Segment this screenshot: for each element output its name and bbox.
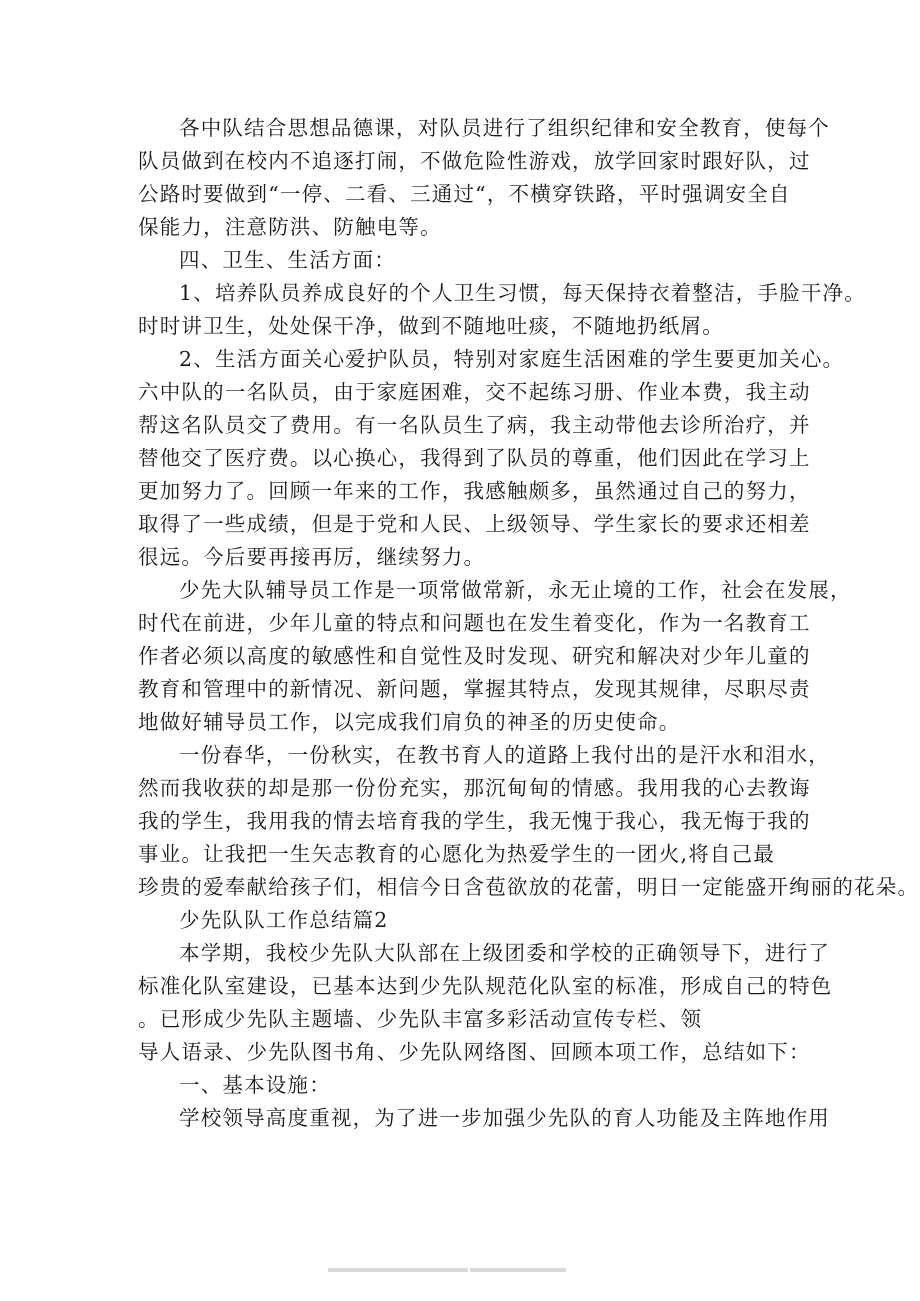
text-line: 珍贵的爱奉献给孩子们，相信今日含苞欲放的花蕾，明日一定能盛开绚丽的花朵。 bbox=[138, 875, 920, 899]
paragraph-summary-continued: 导人语录、少先队图书角、少先队网络图、回顾本项工作，总结如下： bbox=[138, 1040, 811, 1064]
text-line: 1、培养队员养成良好的个人卫生习惯，每天保持衣着整洁，手脸干净。 bbox=[179, 281, 866, 305]
section-heading-hygiene: 四、卫生、生活方面： bbox=[179, 248, 396, 272]
text-line: 很远。今后要再接再厉，继续努力。 bbox=[138, 545, 486, 569]
text-line: 保能力，注意防洪、防触电等。 bbox=[138, 215, 442, 239]
text-line: 一份春华，一份秋实，在教书育人的道路上我付出的是汗水和泪水， bbox=[179, 743, 830, 767]
text-line: 事业。让我把一生矢志教育的心愿化为热爱学生的一团火,将自己最 bbox=[138, 842, 776, 866]
text-line: 更加努力了。回顾一年来的工作，我感触颇多，虽然通过自己的努力， bbox=[138, 479, 811, 503]
text-line: 各中队结合思想品德课，对队员进行了组织纪律和安全教育，使每个 bbox=[179, 116, 830, 140]
page-footer-rule bbox=[138, 1268, 790, 1272]
footer-rule-segment bbox=[328, 1268, 468, 1272]
text-line: 队员做到在校内不追逐打闹，不做危险性游戏，放学回家时跟好队，过 bbox=[138, 149, 811, 173]
text-line: 然而我收获的却是那一份份充实，那沉甸甸的情感。我用我的心去教诲 bbox=[138, 776, 811, 800]
paragraph-care-for-members bbox=[138, 343, 845, 574]
text-line: 作者必须以高度的敏感性和自觉性及时发现、研究和解决对少年儿童的 bbox=[138, 644, 811, 668]
text-line: 教育和管理中的新情况、新问题，掌握其特点，发现其规律，尽职尽责 bbox=[138, 677, 811, 701]
paragraph-leadership-attention: 学校领导高度重视，为了进一步加强少先队的育人功能及主阵地作用 bbox=[179, 1106, 830, 1130]
paragraph-semester-summary bbox=[138, 937, 833, 1036]
paragraph-hygiene-habits bbox=[138, 277, 866, 343]
text-line: 帮这名队员交了费用。有一名队员生了病，我主动带他去诊所治疗，并 bbox=[138, 413, 811, 437]
text-line: 六中队的一名队员，由于家庭困难，交不起练习册、作业本费，我主动 bbox=[138, 380, 811, 404]
text-line: 2、生活方面关心爱护队员，特别对家庭生活困难的学生要更加关心。 bbox=[179, 347, 845, 371]
text-line: 时代在前进，少年儿童的特点和问题也在发生着变化，作为一名教育工 bbox=[138, 611, 811, 635]
text-line: 地做好辅导员工作，以完成我们肩负的神圣的历史使命。 bbox=[138, 710, 681, 734]
text-line: 替他交了医疗费。以心换心，我得到了队员的尊重，他们因此在学习上 bbox=[138, 446, 811, 470]
document-body bbox=[138, 112, 920, 1135]
text-line: 本学期，我校少先队大队部在上级团委和学校的正确领导下，进行了 bbox=[179, 941, 830, 965]
text-line: 我的学生，我用我的情去培育我的学生，我无愧于我心，我无悔于我的 bbox=[138, 809, 811, 833]
text-line: 。已形成少先队主题墙、少先队丰富多彩活动宣传专栏、领 bbox=[138, 1007, 703, 1031]
paragraph-reflection bbox=[138, 739, 920, 904]
text-line: 标准化队室建设，已基本达到少先队规范化队室的标准，形成自己的特色 bbox=[138, 974, 833, 998]
footer-rule-segment bbox=[470, 1268, 566, 1272]
text-line: 公路时要做到“一停、二看、三通过“，不横穿铁路，平时强调安全自 bbox=[138, 182, 791, 206]
text-line: 取得了一些成绩，但是于党和人民、上级领导、学生家长的要求还相差 bbox=[138, 512, 811, 536]
article-title-part2: 少先队队工作总结篇2 bbox=[179, 908, 389, 932]
text-line: 时时讲卫生，处处保干净，做到不随地吐痰，不随地扔纸屑。 bbox=[138, 314, 724, 338]
paragraph-safety-education bbox=[138, 112, 830, 244]
section-heading-facilities: 一、基本设施： bbox=[179, 1073, 331, 1097]
text-line: 少先大队辅导员工作是一项常做常新，永无止境的工作，社会在发展， bbox=[179, 578, 852, 602]
paragraph-counselor-work bbox=[138, 574, 852, 739]
